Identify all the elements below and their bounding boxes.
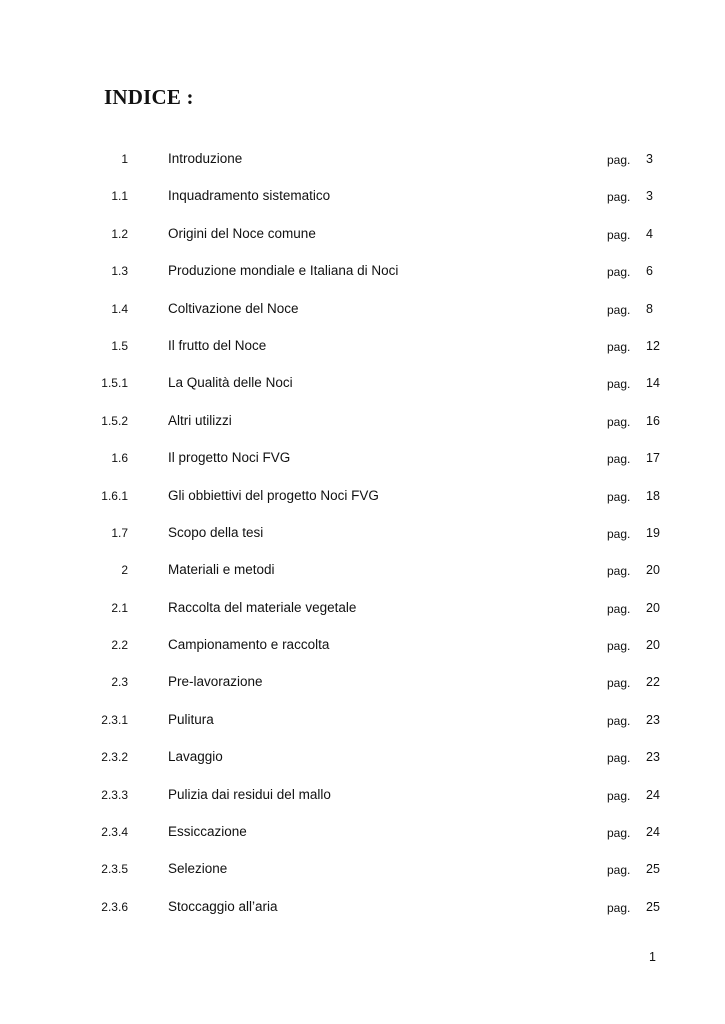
toc-page-number: 6 <box>646 264 653 279</box>
toc-label: Materiali e metodi <box>168 562 275 578</box>
toc-pag-label: pag. <box>607 863 631 878</box>
toc-label: Il frutto del Noce <box>168 337 267 353</box>
toc-number: 1.1 <box>111 189 128 204</box>
toc-label: Coltivazione del Noce <box>168 300 299 316</box>
toc-page-number: 14 <box>646 376 660 391</box>
toc-row <box>0 784 725 821</box>
toc-label: Origini del Noce comune <box>168 225 316 241</box>
toc-label: Campionamento e raccolta <box>168 637 330 653</box>
toc-number: 2.1 <box>111 600 128 615</box>
toc-label: Gli obbiettivi del progetto Noci FVG <box>168 487 379 503</box>
toc-row <box>0 148 725 185</box>
toc-row <box>0 372 725 409</box>
toc-page-number: 20 <box>646 600 660 615</box>
toc-label: La Qualità delle Noci <box>168 375 293 391</box>
toc-pag-label: pag. <box>607 676 631 691</box>
toc-pag-label: pag. <box>607 900 631 915</box>
toc-page-number: 4 <box>646 226 653 241</box>
toc-pag-label: pag. <box>607 227 631 242</box>
toc-page-number: 23 <box>646 712 660 727</box>
toc-pag-label: pag. <box>607 564 631 579</box>
toc-number: 1.5 <box>111 338 128 353</box>
toc-number: 2.3.6 <box>101 899 128 914</box>
toc-pag-label: pag. <box>607 826 631 841</box>
toc-row <box>0 447 725 484</box>
toc-row <box>0 298 725 335</box>
toc-pag-label: pag. <box>607 713 631 728</box>
toc-row <box>0 522 725 559</box>
toc-number: 1.5.2 <box>101 413 128 428</box>
toc-row <box>0 223 725 260</box>
toc-label: Altri utilizzi <box>168 412 232 428</box>
toc-label: Selezione <box>168 861 228 877</box>
toc-pag-label: pag. <box>607 601 631 616</box>
toc-page-number: 20 <box>646 638 660 653</box>
toc-number: 1.4 <box>111 301 128 316</box>
toc-number: 2.2 <box>111 638 128 653</box>
toc-number: 2.3.4 <box>101 825 128 840</box>
toc-page-number: 25 <box>646 899 660 914</box>
toc-row <box>0 821 725 858</box>
toc-row <box>0 671 725 708</box>
toc-number: 1.2 <box>111 226 128 241</box>
toc-page-number: 3 <box>646 152 653 166</box>
toc-pag-label: pag. <box>607 339 631 354</box>
toc-page-number: 17 <box>646 451 660 466</box>
toc-label: Inquadramento sistematico <box>168 188 331 204</box>
toc-page-number: 16 <box>646 413 660 428</box>
toc-page-number: 19 <box>646 525 660 540</box>
toc-row <box>0 335 725 372</box>
toc-page-number: 24 <box>646 825 660 840</box>
toc-number: 2.3.2 <box>101 750 128 765</box>
toc-number: 2.3.5 <box>101 862 128 877</box>
toc-label: Essiccazione <box>168 824 247 840</box>
toc-page-number: 25 <box>646 862 660 877</box>
toc-pag-label: pag. <box>607 153 631 167</box>
toc-label: Introduzione <box>168 151 243 166</box>
toc-number: 1.7 <box>111 525 128 540</box>
toc-number: 1.6.1 <box>101 488 128 503</box>
toc-label: Produzione mondiale e Italiana di Noci <box>168 263 399 279</box>
toc-number: 1.5.1 <box>101 376 128 391</box>
toc-pag-label: pag. <box>607 377 631 392</box>
toc-pag-label: pag. <box>607 414 631 429</box>
toc-pag-label: pag. <box>607 489 631 504</box>
toc-page-number: 3 <box>646 189 653 204</box>
toc-page-number: 12 <box>646 338 660 353</box>
toc-number: 1.3 <box>111 264 128 279</box>
toc-label: Stoccaggio all’aria <box>168 898 278 914</box>
toc-number: 1 <box>121 152 128 166</box>
page-number: 1 <box>649 950 656 964</box>
toc-number: 2.3.1 <box>101 712 128 727</box>
toc-label: Raccolta del materiale vegetale <box>168 599 357 615</box>
toc-row <box>0 858 725 895</box>
toc-page-number: 22 <box>646 675 660 690</box>
toc-label: Pulizia dai residui del mallo <box>168 786 331 802</box>
toc-page-number: 8 <box>646 301 653 316</box>
toc-number: 2 <box>121 563 128 578</box>
toc-row <box>0 485 725 522</box>
toc-number: 2.3.3 <box>101 787 128 802</box>
toc-pag-label: pag. <box>607 302 631 317</box>
toc-row <box>0 634 725 671</box>
toc-pag-label: pag. <box>607 751 631 766</box>
toc-pag-label: pag. <box>607 452 631 467</box>
toc-label: Pre-lavorazione <box>168 674 263 690</box>
toc-row <box>0 597 725 634</box>
table-of-contents <box>0 148 725 933</box>
toc-page-number: 20 <box>646 563 660 578</box>
toc-row <box>0 746 725 783</box>
toc-row <box>0 410 725 447</box>
toc-label: Il progetto Noci FVG <box>168 450 291 466</box>
toc-row <box>0 896 725 933</box>
toc-pag-label: pag. <box>607 190 631 205</box>
toc-label: Scopo della tesi <box>168 524 264 540</box>
toc-row <box>0 559 725 596</box>
toc-page-number: 24 <box>646 787 660 802</box>
toc-pag-label: pag. <box>607 788 631 803</box>
toc-pag-label: pag. <box>607 265 631 280</box>
toc-page-number: 23 <box>646 750 660 765</box>
toc-number: 1.6 <box>111 451 128 466</box>
toc-label: Lavaggio <box>168 749 223 765</box>
toc-row <box>0 185 725 222</box>
toc-pag-label: pag. <box>607 526 631 541</box>
toc-number: 2.3 <box>111 675 128 690</box>
toc-page-number: 18 <box>646 488 660 503</box>
toc-label: Pulitura <box>168 711 214 727</box>
toc-row <box>0 260 725 297</box>
page-title: INDICE : <box>104 85 194 109</box>
toc-row <box>0 709 725 746</box>
toc-pag-label: pag. <box>607 639 631 654</box>
